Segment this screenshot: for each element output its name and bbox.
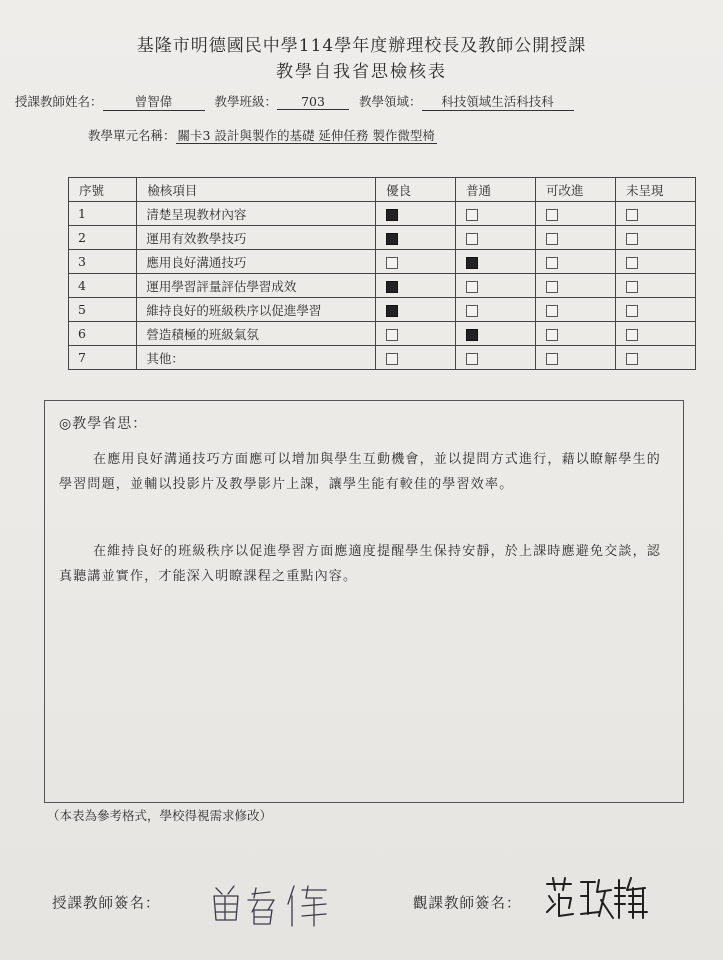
rating-cell-average: [456, 322, 536, 346]
reflection-heading: ◎教學省思：: [59, 416, 148, 432]
rating-cell-improvable: [536, 226, 616, 250]
form-title: 基隆市明德國民中學114學年度辦理校長及教師公開授課: [136, 36, 587, 56]
rating-cell-excellent: [376, 202, 456, 226]
checkbox-excellent[interactable]: [386, 353, 398, 365]
row-item: 運用有效教學技巧: [137, 226, 376, 250]
table-row: [69, 322, 696, 346]
row-number: 7: [69, 346, 137, 370]
table-header-row: [69, 178, 696, 202]
rating-cell-improvable: [536, 322, 616, 346]
reflection-paragraph-2: 在維持良好的班級秩序以促進學習方面應適度提醒學生保持安靜，於上課時應避免交談，認真聽講並實作，才能深入明瞭課程之重點內容。: [59, 544, 662, 584]
unit-label: 教學單元名稱：: [88, 128, 176, 143]
row-number: 5: [69, 298, 137, 322]
rating-cell-not-shown: [615, 250, 695, 274]
checkbox-average[interactable]: [466, 209, 478, 221]
row-number: 2: [69, 226, 137, 250]
unit-value: 關卡3 設計與製作的基礎 延伸任務 製作微型椅: [177, 128, 435, 143]
row-number: 6: [69, 322, 137, 346]
rating-cell-not-shown: [615, 274, 695, 298]
checkbox-improvable[interactable]: [546, 257, 558, 269]
checkbox-not-shown[interactable]: [626, 209, 638, 221]
rating-cell-excellent: [376, 322, 456, 346]
teacher-name-value: 曾智偉: [103, 92, 205, 111]
checkbox-not-shown[interactable]: [626, 281, 638, 293]
class-value: 703: [277, 94, 349, 110]
checkbox-excellent[interactable]: [386, 329, 398, 341]
row-number: 1: [69, 202, 137, 226]
rating-cell-not-shown: [615, 226, 695, 250]
checklist-table: [68, 177, 696, 370]
checkbox-not-shown[interactable]: [626, 257, 638, 269]
rating-cell-improvable: [536, 202, 616, 226]
reflection-box: [44, 400, 684, 803]
checkbox-improvable[interactable]: [546, 329, 558, 341]
rating-cell-excellent: [376, 250, 456, 274]
rating-cell-not-shown: [615, 322, 695, 346]
rating-cell-improvable: [536, 250, 616, 274]
teacher-info-line: [15, 92, 574, 111]
rating-cell-not-shown: [615, 298, 695, 322]
rating-cell-improvable: [536, 346, 616, 370]
row-item: 應用良好溝通技巧: [137, 250, 376, 274]
observer-signature: [543, 874, 653, 924]
checkbox-improvable[interactable]: [546, 353, 558, 365]
rating-cell-improvable: [536, 298, 616, 322]
row-number: 3: [69, 250, 137, 274]
checkbox-not-shown[interactable]: [626, 305, 638, 317]
checkbox-improvable[interactable]: [546, 233, 558, 245]
checkbox-average[interactable]: [466, 305, 478, 317]
table-row: [69, 298, 696, 322]
rating-cell-average: [456, 346, 536, 370]
rating-cell-average: [456, 202, 536, 226]
checkbox-excellent[interactable]: [386, 257, 398, 269]
rating-cell-improvable: [536, 274, 616, 298]
footnote: （本表為參考格式，學校得視需求修改）: [47, 808, 273, 823]
checkbox-improvable[interactable]: [546, 209, 558, 221]
rating-cell-not-shown: [615, 346, 695, 370]
teacher-name-label: 授課教師姓名：: [15, 94, 103, 109]
header-excellent: 優良: [376, 178, 456, 202]
row-number: 4: [69, 274, 137, 298]
row-item: 清楚呈現教材內容: [137, 202, 376, 226]
table-row: [69, 346, 696, 370]
teacher-signature-label: 授課教師簽名：: [52, 896, 161, 912]
domain-value: 科技領域生活科技科: [422, 92, 574, 111]
row-item: 其他：: [137, 346, 376, 370]
rating-cell-excellent: [376, 346, 456, 370]
rating-cell-excellent: [376, 274, 456, 298]
header-item: 檢核項目: [137, 178, 376, 202]
row-item: 運用學習評量評估學習成效: [137, 274, 376, 298]
table-row: [69, 274, 696, 298]
header-average: 普通: [456, 178, 536, 202]
table-row: [69, 226, 696, 250]
rating-cell-average: [456, 298, 536, 322]
checkbox-not-shown[interactable]: [626, 353, 638, 365]
rating-cell-average: [456, 226, 536, 250]
observer-signature-label: 觀課教師簽名：: [413, 896, 522, 912]
rating-cell-average: [456, 274, 536, 298]
unit-line: [88, 126, 437, 144]
checkbox-average[interactable]: [466, 257, 478, 269]
header-no: 序號: [69, 178, 137, 202]
checkbox-not-shown[interactable]: [626, 233, 638, 245]
rating-cell-not-shown: [615, 202, 695, 226]
teacher-signature: [208, 880, 338, 930]
checkbox-average[interactable]: [466, 329, 478, 341]
row-item: 營造積極的班級氣氛: [137, 322, 376, 346]
checkbox-average[interactable]: [466, 281, 478, 293]
domain-label: 教學領域：: [359, 94, 422, 109]
checkbox-average[interactable]: [466, 353, 478, 365]
header-not-shown: 未呈現: [615, 178, 695, 202]
rating-cell-excellent: [376, 226, 456, 250]
checkbox-improvable[interactable]: [546, 281, 558, 293]
checkbox-excellent[interactable]: [386, 281, 398, 293]
rating-cell-average: [456, 250, 536, 274]
table-row: [69, 202, 696, 226]
checkbox-average[interactable]: [466, 233, 478, 245]
row-item: 維持良好的班級秩序以促進學習: [137, 298, 376, 322]
header-improvable: 可改進: [536, 178, 616, 202]
checkbox-excellent[interactable]: [386, 209, 398, 221]
checkbox-improvable[interactable]: [546, 305, 558, 317]
checkbox-excellent[interactable]: [386, 305, 398, 317]
checkbox-not-shown[interactable]: [626, 329, 638, 341]
checkbox-excellent[interactable]: [386, 233, 398, 245]
table-row: [69, 250, 696, 274]
form-subtitle: 教學自我省思檢核表: [276, 62, 447, 82]
rating-cell-excellent: [376, 298, 456, 322]
reflection-paragraph-1: 在應用良好溝通技巧方面應可以增加與學生互動機會，並以提問方式進行，藉以瞭解學生的學習問題，並輔以投影片及教學影片上課，讓學生能有較佳的學習效率。: [59, 452, 662, 492]
class-label: 教學班級：: [214, 94, 278, 109]
